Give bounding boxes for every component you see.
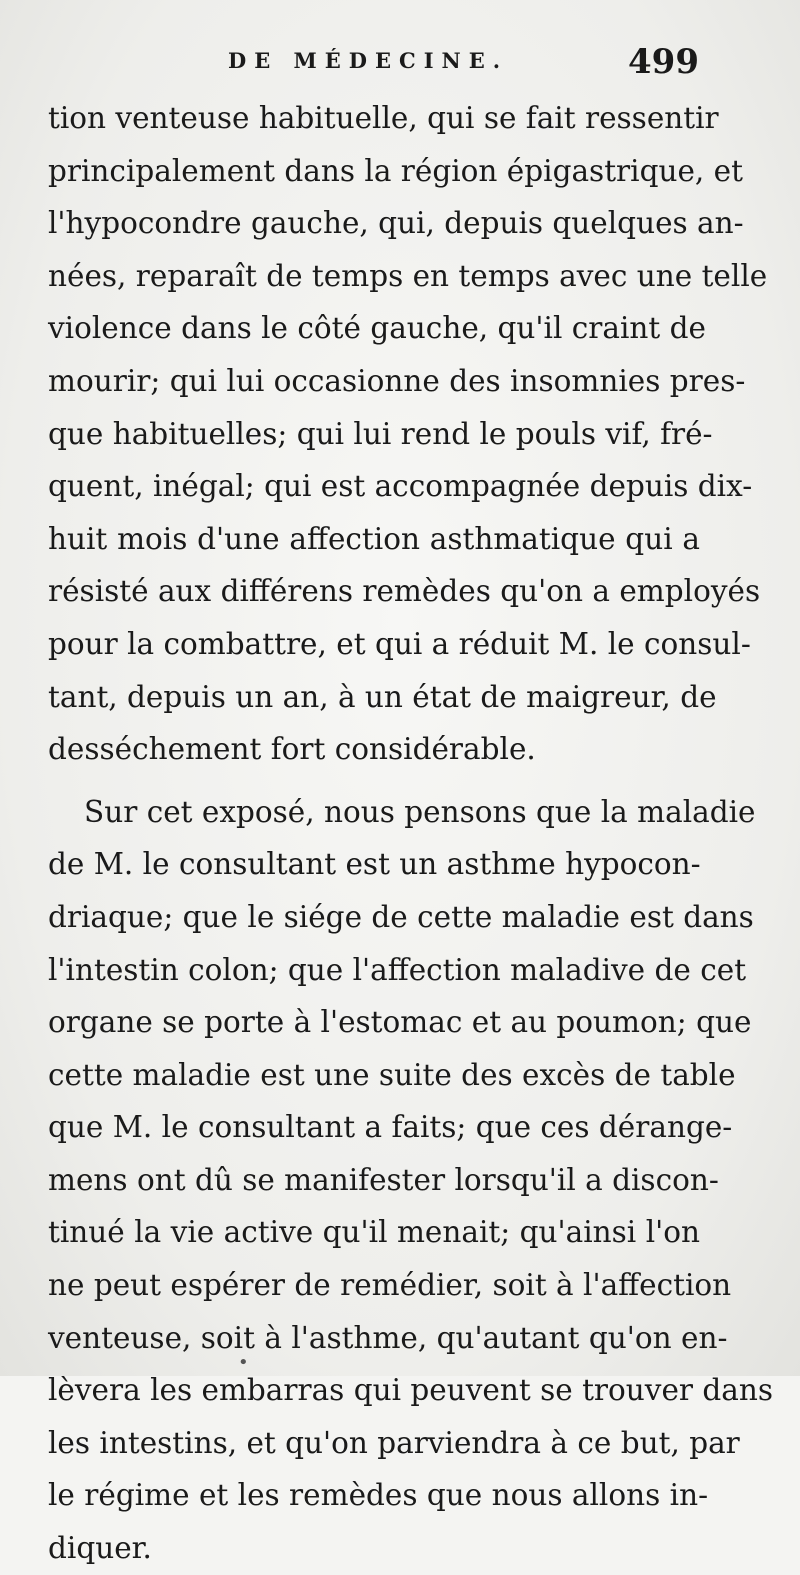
text-line: mens ont dû se manifester lorsqu'il a discon-: [48, 1162, 719, 1197]
text-line: desséchement fort considérable.: [48, 732, 536, 767]
text-line: ne peut espérer de remédier, soit à l'affection: [48, 1268, 732, 1303]
text-line: l'intestin colon; que l'affection maladive de cet: [48, 952, 747, 987]
text-line: tinué la vie active qu'il menait; qu'ainsi l'on: [48, 1215, 700, 1250]
text-line: quent, inégal; qui est accompagnée depuis dix-: [48, 469, 753, 504]
text-line: Sur cet exposé, nous pensons que la maladie: [84, 794, 756, 829]
text-line: diquer.: [48, 1531, 152, 1566]
paragraph-2: [48, 786, 773, 1575]
page-number: 499: [628, 42, 699, 82]
text-line: que habituelles; qui lui rend le pouls vif, fré-: [48, 416, 713, 451]
text-line: lèvera les embarras qui peuvent se trouver dans: [48, 1373, 773, 1408]
text-line: les intestins, et qu'on parviendra à ce but, par: [48, 1425, 740, 1460]
text-line: principalement dans la région épigastrique, et: [48, 153, 743, 188]
text-line: tant, depuis un an, à un état de maigreur, de: [48, 679, 717, 714]
text-line: huit mois d'une affection asthmatique qui a: [48, 521, 700, 556]
paragraph-gap: [48, 776, 700, 786]
text-line: le régime et les remèdes que nous allons in-: [48, 1478, 709, 1513]
text-line: tion venteuse habituelle, qui se fait ressentir: [48, 101, 719, 135]
text-line: pour la combattre, et qui a réduit M. le consul-: [48, 626, 751, 661]
text-line: que M. le consultant a faits; que ces dérange-: [48, 1110, 733, 1145]
body-text: [48, 92, 773, 1575]
text-line: cette maladie est une suite des excès de table: [48, 1057, 736, 1092]
page-header: [0, 42, 800, 92]
text-line: venteuse, soit à l'asthme, qu'autant qu'on en-: [48, 1320, 728, 1355]
text-line: nées, reparaît de temps en temps avec une telle: [48, 258, 768, 293]
ink-dot-mark: •: [238, 1352, 249, 1373]
paragraph-1: [48, 92, 768, 776]
text-line: l'hypocondre gauche, qui, depuis quelques an-: [48, 206, 744, 241]
text-line: driaque; que le siége de cette maladie est dans: [48, 899, 754, 934]
text-line: violence dans le côté gauche, qu'il craint de: [48, 311, 707, 346]
text-line: organe se porte à l'estomac et au poumon; que: [48, 1005, 752, 1040]
text-line: mourir; qui lui occasionne des insomnies pres-: [48, 363, 746, 398]
text-line: de M. le consultant est un asthme hypocon-: [48, 847, 701, 882]
running-title: DE MÉDECINE.: [228, 48, 509, 73]
text-line: résisté aux différens remèdes qu'on a employés: [48, 574, 761, 609]
